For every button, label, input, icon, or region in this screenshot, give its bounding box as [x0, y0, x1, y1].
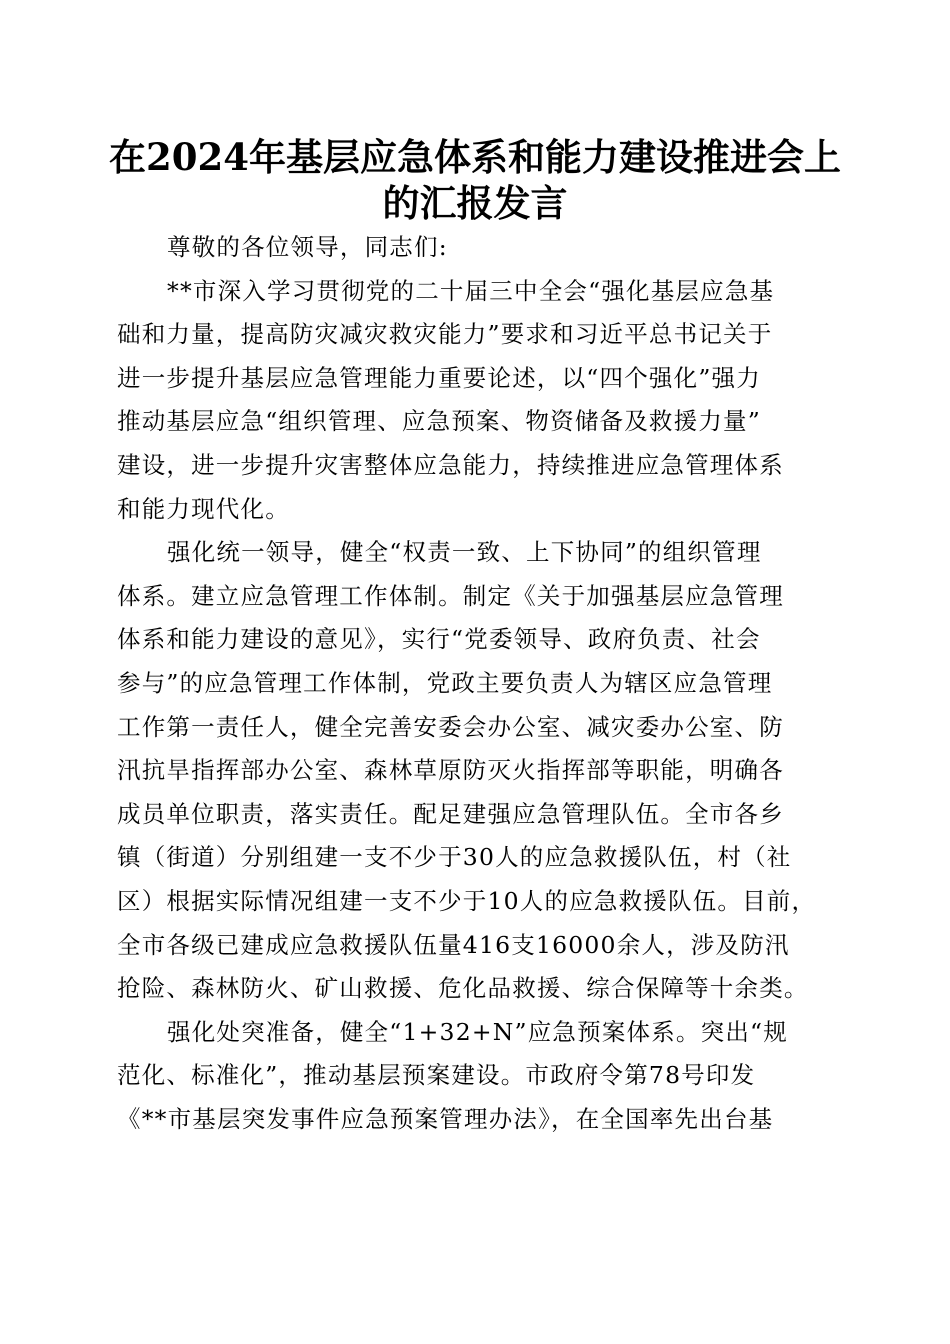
paragraph-line: 建设，进一步提升灾害整体应急能力，持续推进应急管理体系: [117, 450, 784, 479]
document-title: [100, 134, 850, 226]
paragraph-line: **市深入学习贯彻党的二十届三中全会“强化基层应急基: [167, 276, 775, 305]
title-line: 的汇报发言: [382, 181, 568, 225]
paragraph-line: 《**市基层突发事件应急预案管理办法》，在全国率先出台基: [117, 1104, 774, 1133]
paragraph-line: 工作第一责任人，健全完善安委会办公室、减灾委办公室、防: [117, 712, 784, 741]
paragraph-line: 体系。建立应急管理工作体制。制定《关于加强基层应急管理: [117, 581, 784, 610]
paragraph-line: 范化、标准化”，推动基层预案建设。市政府令第78号印发: [117, 1061, 756, 1090]
paragraph-line: 推动基层应急“组织管理、应急预案、物资储备及救援力量”: [117, 407, 761, 436]
paragraph-line: 和能力现代化。: [117, 494, 290, 523]
paragraph-line: 强化统一领导，健全“权责一致、上下协同”的组织管理: [167, 538, 762, 567]
paragraph-line: 成员单位职责，落实责任。配足建强应急管理队伍。全市各乡: [117, 799, 784, 828]
paragraph-line: 参与”的应急管理工作体制，党政主要负责人为辖区应急管理: [117, 668, 773, 697]
paragraph-line: 进一步提升基层应急管理能力重要论述，以“四个强化”强力: [117, 363, 761, 392]
paragraph-line: 础和力量，提高防灾减灾救灾能力”要求和习近平总书记关于: [117, 320, 773, 349]
title-line: 在2024年基层应急体系和能力建设推进会上: [109, 135, 841, 179]
paragraph-line: 区）根据实际情况组建一支不少于10人的应急救援队伍。目前，: [117, 886, 817, 915]
paragraph-line: 全市各级已建成应急救援队伍量416支16000余人，涉及防汛: [117, 930, 790, 959]
paragraph-line: 汛抗旱指挥部办公室、森林草原防灭火指挥部等职能，明确各: [117, 756, 784, 785]
paragraph-line: 强化处突准备，健全“1+32+N”应急预案体系。突出“规: [167, 1017, 788, 1046]
paragraph-line: 体系和能力建设的意见》，实行“党委领导、政府负责、社会: [117, 625, 761, 654]
salutation: 尊敬的各位领导，同志们:: [167, 233, 448, 261]
document-body: [117, 226, 837, 1141]
paragraph-line: 镇（街道）分别组建一支不少于30人的应急救援队伍，村（社: [117, 843, 792, 872]
paragraph-line: 抢险、森林防火、矿山救援、危化品救援、综合保障等十余类。: [117, 974, 809, 1003]
